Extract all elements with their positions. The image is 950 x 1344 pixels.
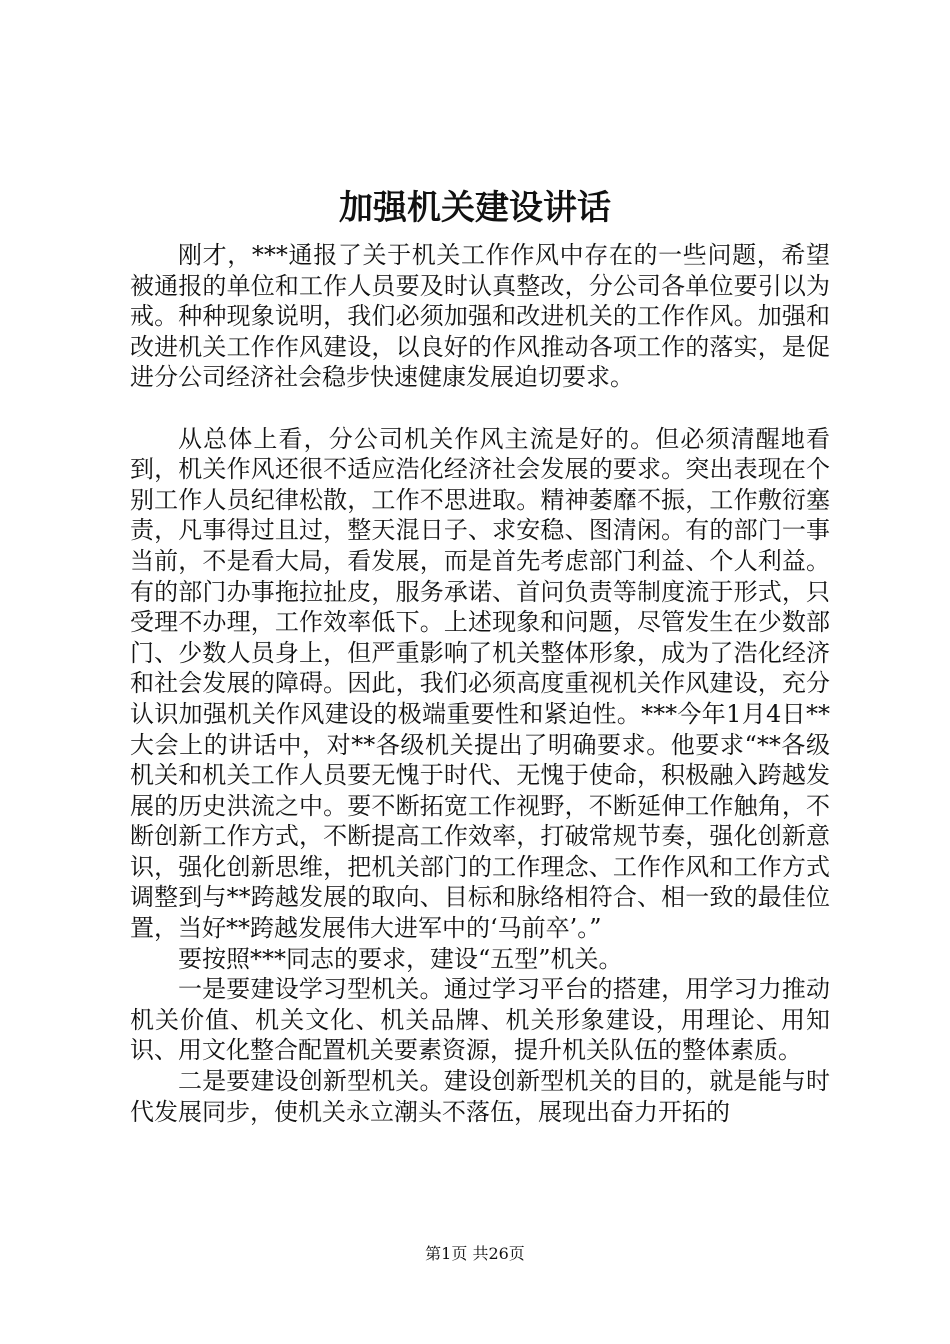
paragraph-intro: 刚才，***通报了关于机关工作作风中存在的一些问题，希望被通报的单位和工作人员要及时认真整改，分公司各单位要引以为戒。种种现象说明，我们必须加强和改进机关的工作作风。加强和改进机关工作作风建设，以良好的作风推动各项工作的落实，是促进分公司经济社会稳步快速健康发展迫切要求。 [130,241,830,392]
paragraph-innovative-organ: 二是要建设创新型机关。建设创新型机关的目的，就是能与时代发展同步，使机关永立潮头不落伍，展现出奋力开拓的 [130,1067,830,1126]
page-number-footer: 第1页 共26页 [425,1244,525,1263]
paragraph-overview: 从总体上看，分公司机关作风主流是好的。但必须清醒地看到，机关作风还很不适应浩化经济社会发展的要求。突出表现在个别工作人员纪律松散，工作不思进取。精神萎靡不振，工作敷衍塞责，凡事得过且过，整天混日子、求安稳、图清闲。有的部门一事当前，不是看大局，看发展，而是首先考虑部门利益、个人利益。有的部门办事拖拉扯皮，服务承诺、首问负责等制度流于形式，只受理不办理，工作效率低下。上述现象和问题，尽管发生在少数部门、少数人员身上，但严重影响了机关整体形象，成为了浩化经济和社会发展的障碍。因此，我们必须高度重视机关作风建设，充分认识加强机关作风建设的极端重要性和紧迫性。***今年1月4日**大会上的讲话中，对**各级机关提出了明确要求。他要求“**各级机关和机关工作人员要无愧于时代、无愧于使命，积极融入跨越发展的历史洪流之中。要不断拓宽工作视野，不断延伸工作触角，不断创新工作方式，不断提高工作效率，打破常规节奏，强化创新意识，强化创新思维，把机关部门的工作理念、工作作风和工作方式调整到与**跨越发展的取向、目标和脉络相符合、相一致的最佳位置，当好**跨越发展伟大进军中的‘马前卒’。” [130,424,830,943]
paragraph-learning-organ: 一是要建设学习型机关。通过学习平台的搭建，用学习力推动机关价值、机关文化、机关品牌、机关形象建设，用理论、用知识、用文化整合配置机关要素资源，提升机关队伍的整体素质。 [130,975,830,1065]
document-body [130,240,830,1127]
paragraph-five-types: 要按照***同志的要求，建设“五型”机关。 [178,944,623,973]
document-title: 加强机关建设讲话 [339,188,611,228]
